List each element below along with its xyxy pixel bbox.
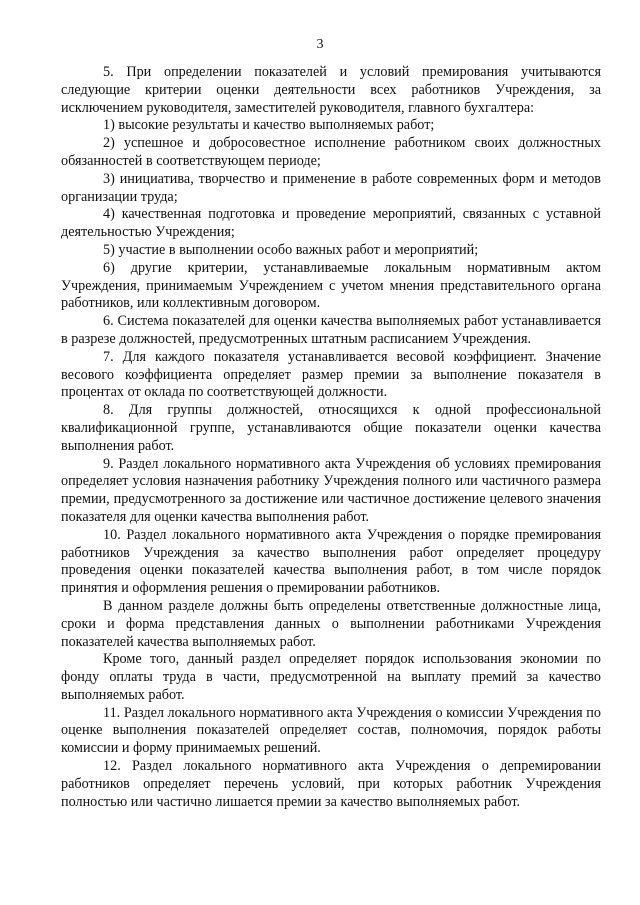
paragraph-8: 8. Для группы должностей, относящихся к одной профессиональной квалификационной группе, устанавливаются общие показатели оценки качества выполнения работ. bbox=[61, 402, 601, 454]
criterion-2: 2) успешное и добросовестное исполнение работником своих должностных обязанностей в соответствующем периоде; bbox=[61, 135, 601, 169]
criterion-6: 6) другие критерии, устанавливаемые локальным нормативным актом Учреждения, принимаемым Учреждением с учетом мнения представительного органа работников, или коллективным договором. bbox=[61, 259, 601, 312]
paragraph-6: 6. Система показателей для оценки качества выполняемых работ устанавливается в разрезе должностей, предусмотренных штатным расписанием Учреждения. bbox=[61, 313, 601, 347]
criterion-5: 5) участие в выполнении особо важных работ и мероприятий; bbox=[103, 241, 479, 258]
paragraph-5: 5. При определении показателей и условий премирования учитываются следующие критерии оценки деятельности всех работников Учреждения, за исключением руководителя, заместителей руководителя, главного бухгалтера: bbox=[61, 64, 601, 116]
document-body bbox=[61, 64, 601, 811]
paragraph-11: 11. Раздел локального нормативного акта Учреждения о комиссии Учреждения по оценке выполнения показателей определяет состав, полномочия, порядок работы комиссии и форму принимаемых решений. bbox=[61, 704, 601, 757]
paragraph-12: 12. Раздел локального нормативного акта Учреждения о депремировании работников определяет перечень условий, при которых работник Учреждения полностью или частично лишается премии за качество выполняемых работ. bbox=[61, 758, 601, 810]
page-number: 3 bbox=[316, 37, 324, 52]
paragraph-10: 10. Раздел локального нормативного акта Учреждения о порядке премирования работников Учреждения за качество выполнения работ определяет процедуру проведения оценки показателей качества выполнения работ, в том числе порядок принятия и оформления решения о премировании работников. bbox=[61, 526, 601, 597]
paragraph-10-responsibles: В данном разделе должны быть определены ответственные должностные лица, сроки и форма представления данных о выполнении работниками Учреждения показателей качества выполняемых работ. bbox=[61, 597, 601, 650]
criterion-4: 4) качественная подготовка и проведение мероприятий, связанных с уставной деятельностью Учреждения; bbox=[61, 206, 601, 241]
criterion-3: 3) инициатива, творчество и применение в работе современных форм и методов организации труда; bbox=[61, 170, 601, 205]
paragraph-7: 7. Для каждого показателя устанавливается весовой коэффициент. Значение весового коэффициента определяет размер премии за выполнение показателя в процентах от оклада по соответствующей должности. bbox=[61, 348, 601, 401]
criterion-1: 1) высокие результаты и качество выполняемых работ; bbox=[103, 117, 435, 134]
paragraph-9: 9. Раздел локального нормативного акта Учреждения об условиях премирования определяет условия назначения работнику Учреждения полного или частичного размера премии, предусмотренного за достижение или частичное достижение целевого значения показателя для оценки качества выполнения работ. bbox=[61, 455, 601, 525]
paragraph-10-savings: Кроме того, данный раздел определяет порядок использования экономии по фонду оплаты труда в части, предусмотренной на выплату премий за качество выполняемых работ. bbox=[61, 651, 601, 703]
